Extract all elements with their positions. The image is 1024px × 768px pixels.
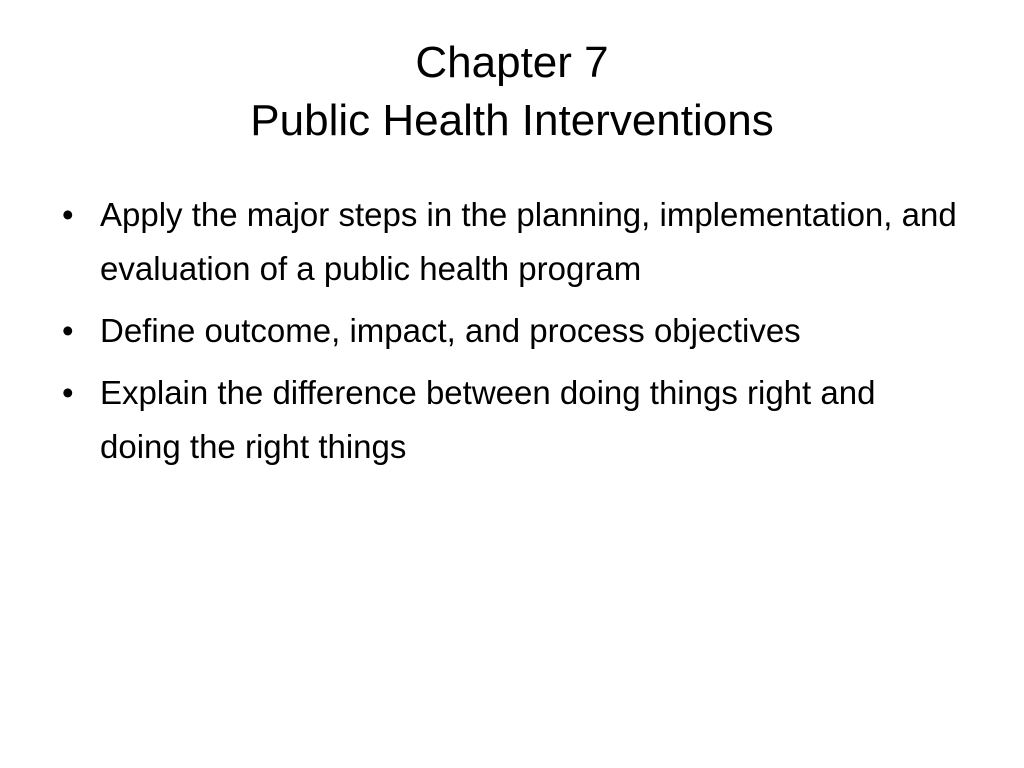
bullet-text: Define outcome, impact, and process objectives — [100, 312, 801, 349]
slide-title — [0, 34, 1024, 150]
bullet-dot-icon: • — [62, 312, 74, 349]
bullet-item — [60, 188, 960, 296]
title-line-1: Chapter 7 — [415, 38, 609, 87]
bullet-dot-icon: • — [62, 196, 74, 233]
bullet-text: Apply the major steps in the planning, implementation, and evaluation of a public health program — [100, 196, 957, 287]
bullet-item — [60, 366, 960, 474]
bullet-text: Explain the difference between doing things right and doing the right things — [100, 374, 876, 465]
bullet-list — [60, 188, 960, 482]
bullet-item — [60, 304, 960, 358]
bullet-dot-icon: • — [62, 374, 74, 411]
title-line-2: Public Health Interventions — [250, 96, 774, 145]
